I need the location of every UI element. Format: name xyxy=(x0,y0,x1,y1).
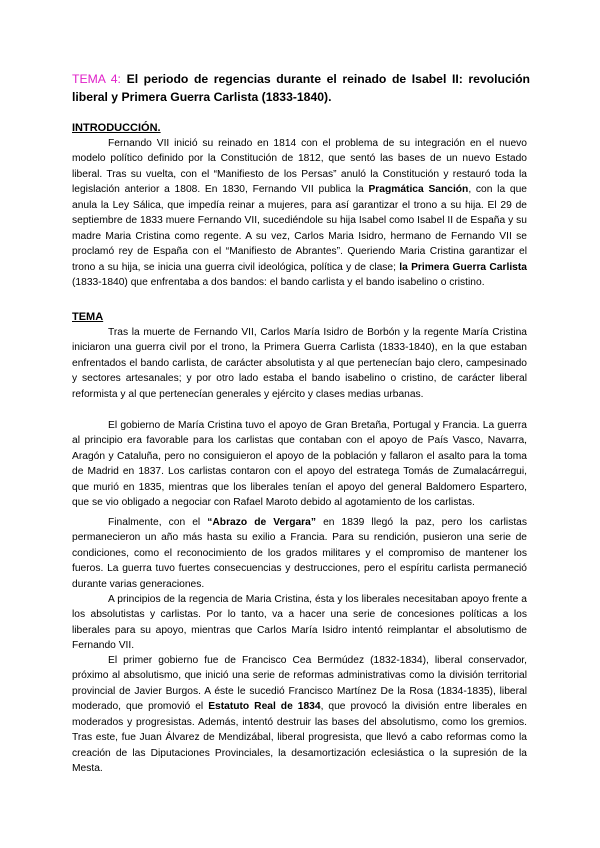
title-text: El periodo de regencias durante el reinado de Isabel II: revolución liberal y Primera Guerra Carlista (1833-1840). xyxy=(72,72,530,104)
intro-heading: INTRODUCCIÓN. xyxy=(72,122,161,134)
tema-paragraph-4: A principios de la regencia de Maria Cristina, ésta y los liberales necesitaban apoyo frente a los absolutistas y carlistas. Por lo tanto, va a hacer una serie de concesiones políticas a los liberales para su apoyo, mientras que Carlos María Isidro intentó reimplantar el absolutismo de Fernando VII. xyxy=(72,594,527,652)
document-title xyxy=(72,70,530,106)
tema-heading: TEMA xyxy=(72,311,104,323)
title-prefix: TEMA 4: xyxy=(72,72,121,86)
tema-paragraph-3: Finalmente, con el “Abrazo de Vergara” en 1839 llegó la paz, pero los carlistas permanecieron un año más hasta su exilio a Francia. Para su rendición, pusieron una serie de condiciones, como el reconocimiento de los grados militares y el compromiso de mantener los fueros. La guerra tuvo fuertes consecuencias y destrucciones, pero el espíritu carlista permaneció durante varias generaciones. xyxy=(72,517,528,590)
tema-paragraph-1: Tras la muerte de Fernando VII, Carlos María Isidro de Borbón y la regente María Cristina iniciaron una guerra civil por el trono, la Primera Guerra Carlista (1833-1840), en la que estaban enfrentados el bando carlista, de carácter absolutista y al que pertenecían bajo clero, campesinado y sectores artesanales; y por otro lado estaba el bando isabelino o cristino, de carácter liberal reformista y al que pertenecían generales y ejército y clases medias urbanas. xyxy=(72,327,527,400)
intro-paragraph: Fernando VII inició su reinado en 1814 con el problema de su integración en el nuevo modelo político definido por la Constitución de 1812, que sentó las bases de un nuevo Estado liberal. Tras su vuelta, con el “Manifiesto de los Persas” anuló la Constitución y restauró toda la legislación anterior a 1808. En 1830, Fernando VII publica la Pragmática Sanción, con la que anula la Ley Sálica, que impedía reinar a mujeres, para así garantizar el trono a su hija. El 29 de septiembre de 1833 muere Fernando VII, sucediéndole su hija Isabel como Isabel II de España y su madre Maria Cristina como regente. A su vez, Carlos Maria Isidro, hermano de Fernando VII se proclamó rey de España con el “Manifiesto de Abrantes”. Queriendo Maria Cristina garantizar el trono a su hija, se inicia una guerra civil ideológica, política y de clase; la Primera Guerra Carlista (1833-1840) que enfrentaba a dos bandos: el bando carlista y el bando isabelino o cristino. xyxy=(72,138,527,289)
tema-paragraph-2: El gobierno de María Cristina tuvo el apoyo de Gran Bretaña, Portugal y Francia. La guerra al principio era favorable para los carlistas que contaban con el apoyo de País Vasco, Navarra, Aragón y Cataluña, pero no consiguieron el apoyo de la población y fallaron el asalto para la toma de Madrid en 1837. Los carlistas contaron con el apoyo del estratega Tomás de Zumalacárregui, que murió en 1835, mientras que los liberales tenían el apoyo del general Baldomero Espartero, que se vio obligado a negociar con Rafael Maroto debido al agotamiento de los carlistas. xyxy=(72,420,527,509)
tema-paragraph-5: El primer gobierno fue de Francisco Cea Bermúdez (1832-1834), liberal conservador, próximo al absolutismo, que inició una serie de reformas administrativas como la división territorial provincial de Javier Burgos. A éste le sucedió Francisco Martínez De la Rosa (1834-1835), liberal moderado, que promovió el Estatuto Real de 1834, que provocó la división entre liberales en moderados y progresistas. Además, intentó destruir las bases del absolutismo, como los gremios. Tras este, fue Juan Álvarez de Mendizábal, liberal progresista, que llevó a cabo reformas como la creación de las Diputaciones Provinciales, la desamortización eclesiástica o la supresión de la Mesta. xyxy=(72,655,527,775)
